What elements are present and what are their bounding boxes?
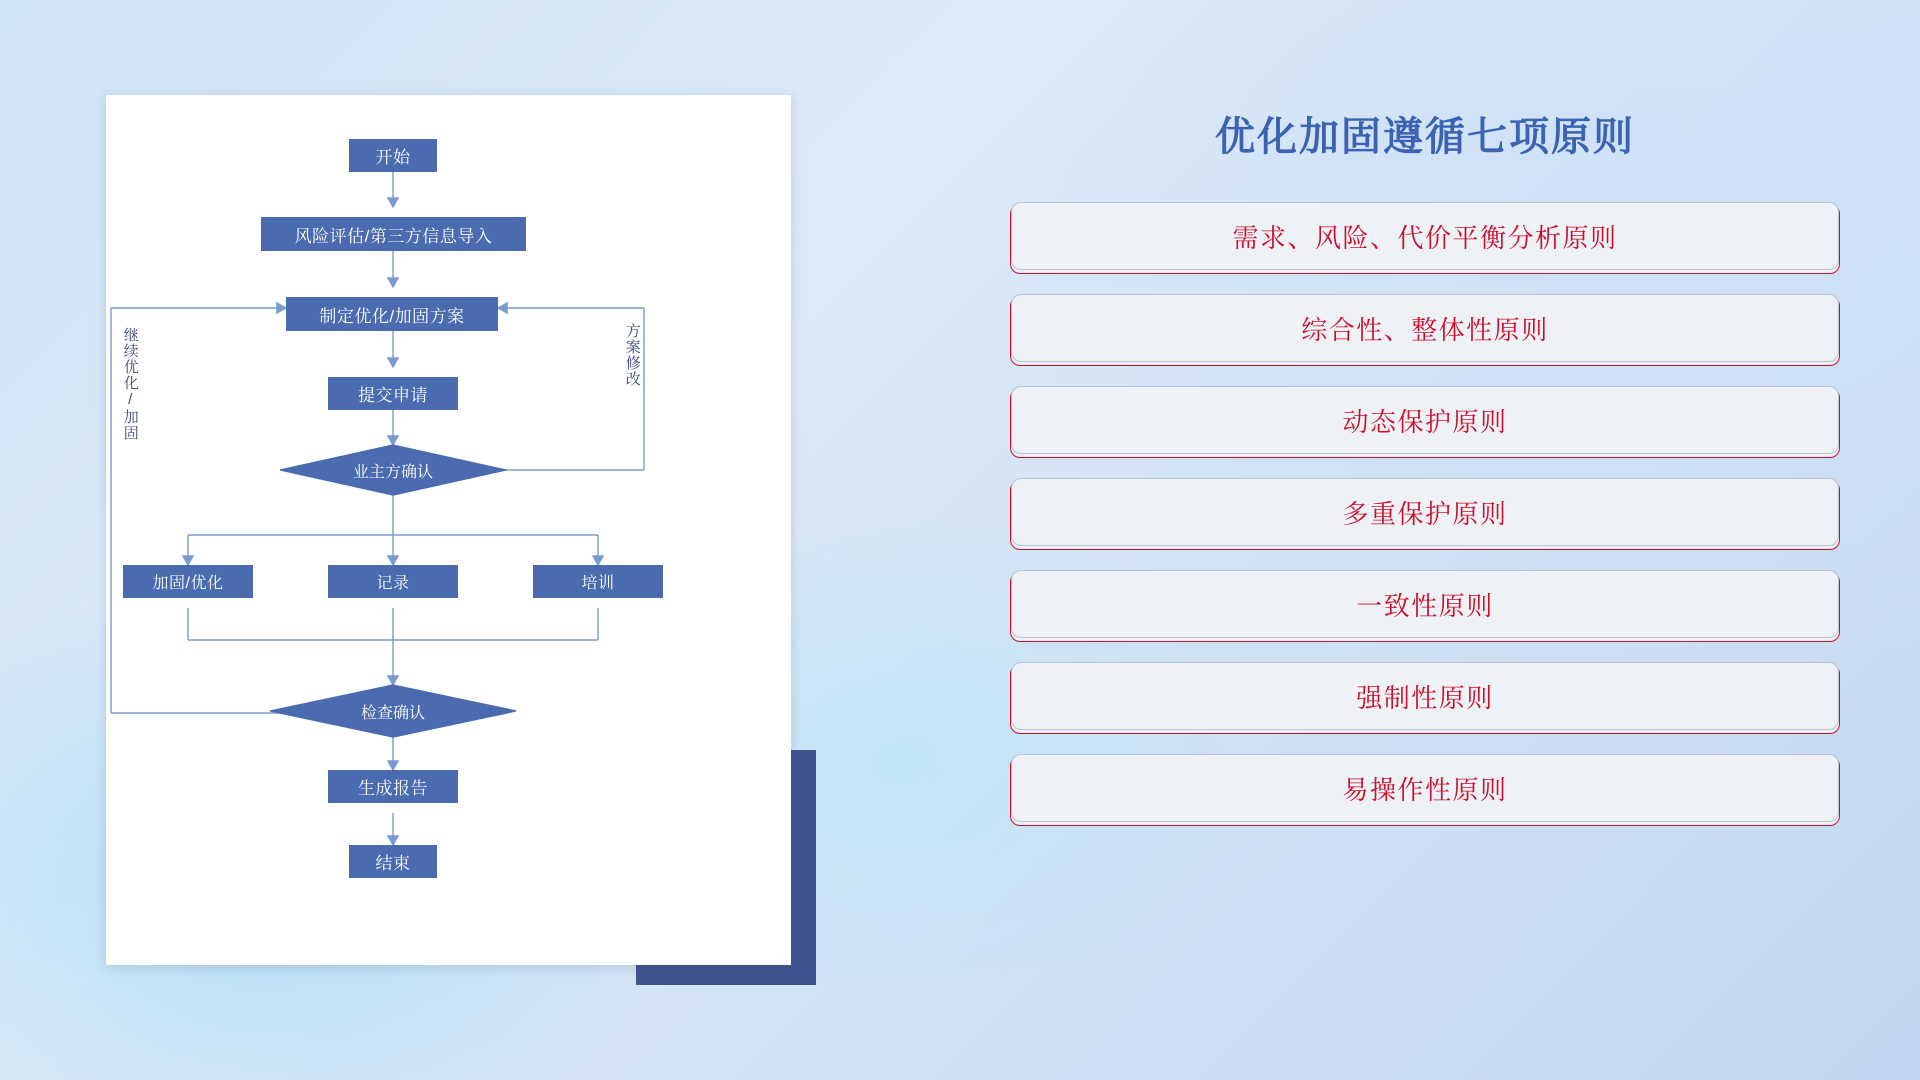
- principle-item-surface: [1011, 386, 1839, 454]
- flow-node-label: 生成报告: [358, 779, 428, 798]
- flow-node-label: 检查确认: [360, 704, 425, 722]
- principle-item-surface: [1011, 478, 1839, 546]
- flow-node-training[interactable]: [533, 565, 663, 598]
- flow-node-start[interactable]: [349, 139, 437, 172]
- principle-item-surface: [1011, 294, 1839, 362]
- principle-item-surface: [1011, 570, 1839, 638]
- principle-label: 综合性、整体性原则: [1301, 314, 1549, 345]
- flow-node-submit[interactable]: [328, 377, 458, 410]
- flow-node-end[interactable]: [349, 845, 437, 878]
- principle-item-surface: [1011, 754, 1839, 822]
- principle-item[interactable]: [1010, 572, 1840, 642]
- panel-title: 优化加固遵循七项原则: [1215, 115, 1635, 159]
- principle-label: 易操作性原则: [1342, 774, 1508, 805]
- flow-node-label: 开始: [375, 148, 411, 167]
- principle-item[interactable]: [1010, 480, 1840, 550]
- flow-node-record[interactable]: [328, 565, 458, 598]
- principle-item[interactable]: [1010, 756, 1840, 826]
- flowchart-card: [106, 95, 791, 965]
- flow-node-label: 记录: [376, 575, 410, 592]
- flow-node-reinforce[interactable]: [123, 565, 253, 598]
- flow-node-label: 风险评估/第三方信息导入: [294, 226, 493, 246]
- principle-item-surface: [1011, 202, 1839, 270]
- principle-item[interactable]: [1010, 664, 1840, 734]
- principle-label: 多重保护原则: [1342, 498, 1508, 529]
- principle-item[interactable]: [1010, 296, 1840, 366]
- principle-label: 一致性原则: [1356, 590, 1494, 621]
- flow-edge-label-right: 方案修改: [623, 323, 641, 387]
- principle-item[interactable]: [1010, 204, 1840, 274]
- flow-node-label: 加固/优化: [152, 575, 224, 592]
- flow-node-label: 结束: [375, 854, 411, 873]
- flow-node-label: 提交申请: [358, 386, 428, 405]
- principle-item[interactable]: [1010, 388, 1840, 458]
- flow-node-risk-assessment[interactable]: [261, 217, 526, 251]
- flow-node-report[interactable]: [328, 770, 458, 803]
- principle-item-surface: [1011, 662, 1839, 730]
- principle-label: 需求、风险、代价平衡分析原则: [1232, 222, 1618, 253]
- flow-node-label: 制定优化/加固方案: [319, 306, 465, 326]
- flow-node-plan[interactable]: [286, 297, 498, 331]
- principles-panel: [1010, 95, 1840, 995]
- flow-decision-owner-confirm[interactable]: [328, 458, 458, 482]
- flow-decision-check[interactable]: [328, 699, 458, 723]
- principle-label: 强制性原则: [1356, 682, 1494, 713]
- flow-edge-label-left: 继续优化/加固: [121, 327, 139, 441]
- flow-node-label: 业主方确认: [352, 463, 433, 481]
- principle-label: 动态保护原则: [1342, 406, 1508, 437]
- flow-node-label: 培训: [581, 575, 615, 592]
